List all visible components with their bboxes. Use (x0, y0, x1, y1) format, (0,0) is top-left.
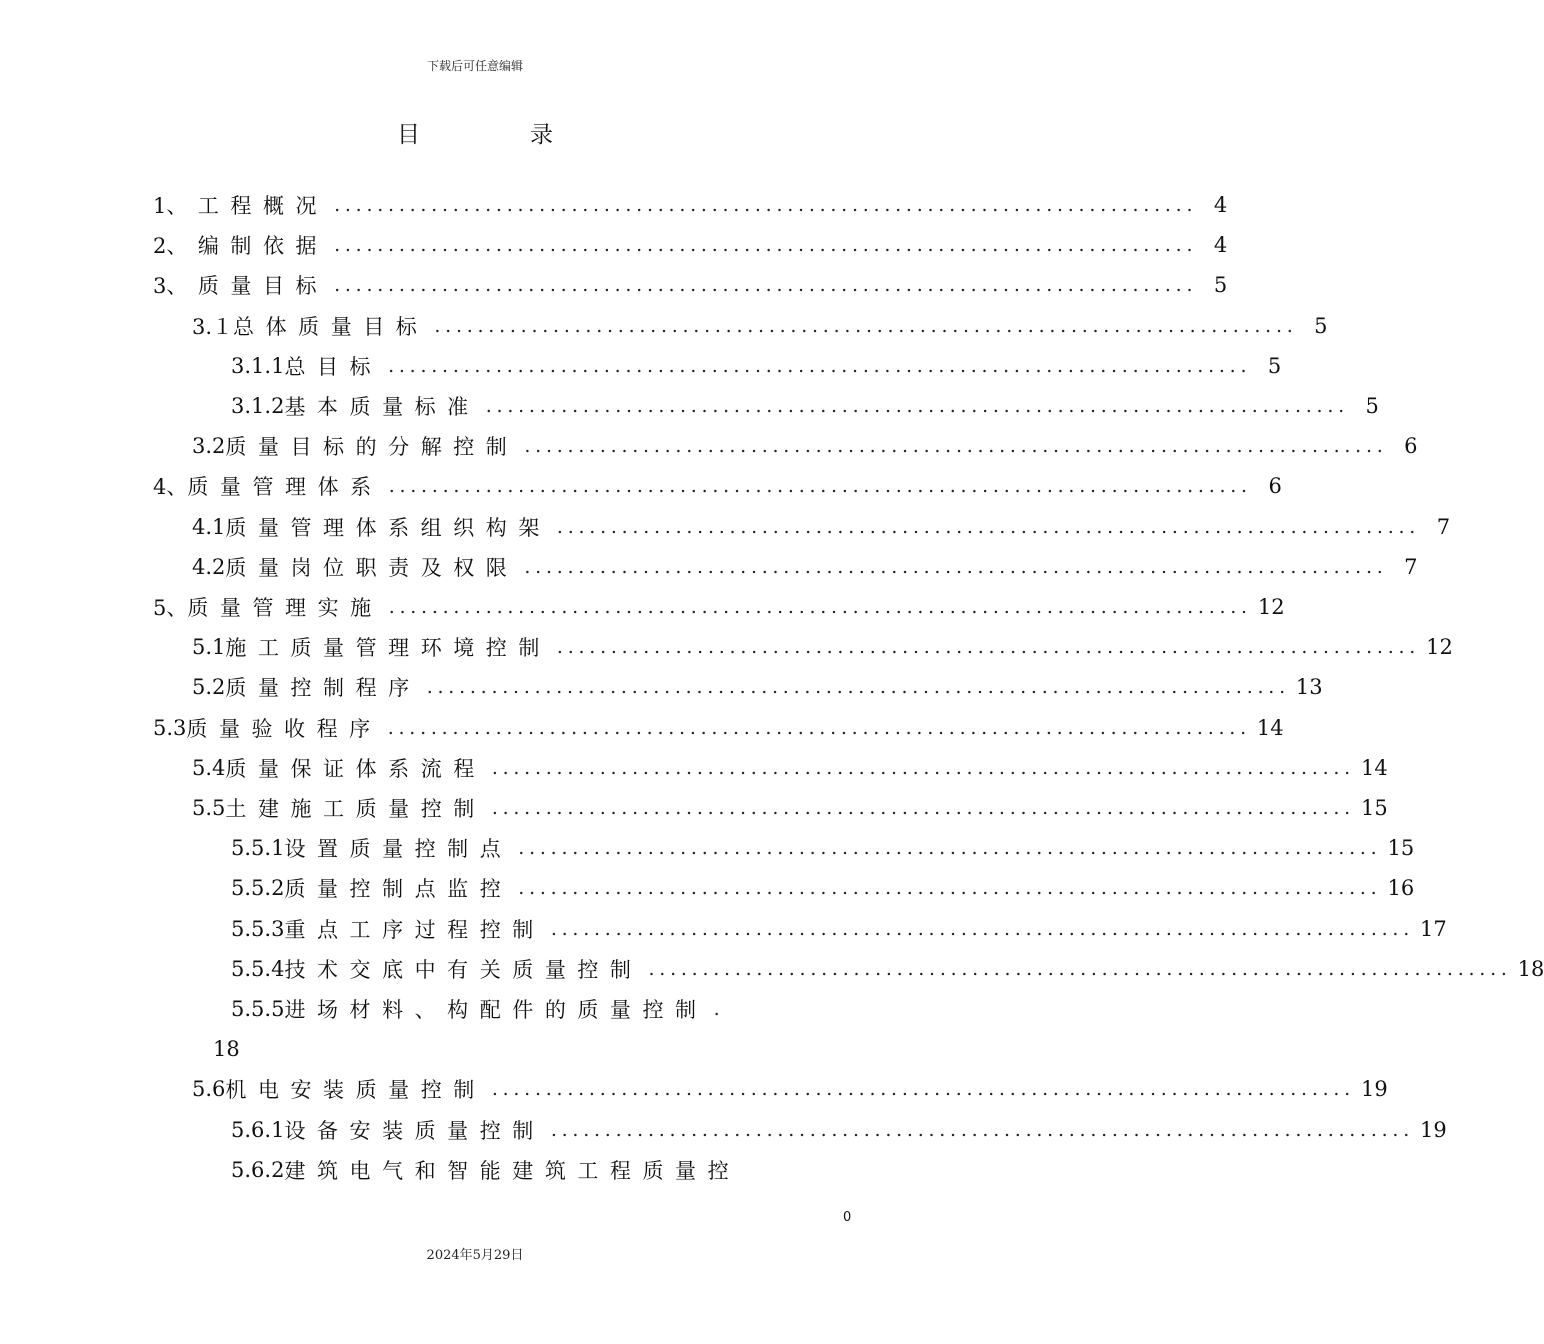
toc-entry[interactable] (153, 185, 1228, 225)
toc-entry-page: 6 (1404, 434, 1418, 458)
toc-entry[interactable] (231, 868, 1415, 908)
toc-entry-number: 3.1.1 (231, 354, 285, 378)
page-number: 0 (843, 1210, 852, 1225)
toc-entry-title: 质量目标的分解控制 (225, 435, 519, 459)
toc-entry[interactable] (192, 547, 1418, 587)
toc-entry-leader: ................................................................................ (556, 516, 1421, 538)
toc-entry-leader: ................................................................................ (518, 877, 1382, 899)
toc-entry[interactable] (231, 386, 1379, 426)
toc-entry-leader: ................................................................................ (524, 435, 1388, 457)
toc-entry-number: 5.5.2 (231, 876, 285, 900)
toc-entry-leader: ................................................................................ (491, 1078, 1355, 1100)
toc-entry-title: 总体质量目标 (233, 315, 429, 339)
toc-entry-page: 18 (1517, 957, 1544, 981)
toc-entry-page: 14 (1360, 756, 1388, 780)
toc-entry[interactable] (153, 708, 1284, 748)
toc-entry-number: 5.5 (192, 796, 226, 820)
toc-entry[interactable] (231, 949, 1544, 989)
toc-entry-leader: ................................................................................ (491, 757, 1355, 779)
toc-entry[interactable] (153, 225, 1228, 265)
toc-entry[interactable] (192, 1069, 1388, 1109)
toc-entry-number: 5.3 (153, 716, 187, 740)
toc-entry-number: 3、 (153, 274, 198, 298)
toc-entry-number: 2、 (153, 234, 198, 258)
toc-entry-leader: ................................................................................ (491, 797, 1355, 819)
toc-entry-page: 17 (1420, 917, 1447, 941)
toc-entry-number: 5.6.2 (231, 1158, 285, 1182)
toc-entry-title: 施工质量管理环境控制 (225, 636, 551, 660)
toc-entry-leader: ................................................................................ (648, 958, 1512, 980)
toc-entry-title: 工程概况 (197, 194, 329, 218)
toc-entry[interactable] (231, 909, 1447, 949)
toc-entry-page: 7 (1404, 555, 1418, 579)
toc-entry-page: 19 (1420, 1118, 1447, 1142)
toc-entry[interactable] (192, 507, 1451, 547)
toc-entry-number: 4.2 (192, 555, 226, 579)
toc-entry-leader: . (713, 998, 725, 1020)
toc-entry[interactable] (231, 1110, 1447, 1150)
toc-entry-page: 13 (1295, 675, 1323, 699)
toc-entry-leader: ................................................................................ (334, 274, 1198, 296)
toc-entry-leader: ................................................................................ (434, 315, 1298, 337)
toc-entry-title: 质量控制程序 (225, 676, 421, 700)
toc-entry-title: 质量管理实施 (187, 596, 383, 620)
toc-entry[interactable] (192, 627, 1453, 667)
toc-entry-page: 18 (213, 1037, 240, 1061)
toc-entry-continuation[interactable] (213, 1029, 240, 1069)
toc-entry-number: 3.2 (192, 434, 226, 458)
toc-entry[interactable] (192, 788, 1388, 828)
toc-entry-leader: ................................................................................ (388, 596, 1252, 618)
toc-entry-number: 1、 (153, 194, 198, 218)
toc-title-left: 目 (397, 122, 420, 148)
toc-entry-title: 总目标 (284, 355, 383, 379)
toc-entry-page: 14 (1256, 716, 1284, 740)
toc-entry-page: 12 (1426, 635, 1453, 659)
toc-entry-number: 5.2 (192, 675, 226, 699)
toc-entry-number: 4、 (153, 475, 188, 499)
toc-entry-number: 5.6 (192, 1077, 226, 1101)
toc-entry-leader: ................................................................................ (524, 556, 1388, 578)
toc-entry[interactable] (231, 346, 1282, 386)
toc-entry-leader: ................................................................................ (550, 918, 1415, 940)
toc-entry-title: 重点工序过程控制 (284, 918, 545, 942)
toc-entry-number: 5.4 (192, 756, 226, 780)
toc-entry-title: 质量控制点监控 (284, 877, 513, 901)
toc-entry-title: 质量管理体系 (187, 475, 383, 499)
toc-entry-leader: ................................................................................ (550, 1119, 1415, 1141)
toc-entry-title: 建筑电气和智能建筑工程质量控 (284, 1159, 741, 1183)
toc-entry-number: 5.5.3 (231, 917, 285, 941)
toc-entry-number: 3.１ (192, 315, 234, 339)
toc-entry-page: 4 (1213, 193, 1228, 217)
toc-entry-title: 机电安装质量控制 (225, 1078, 486, 1102)
toc-entry-title: 设置质量控制点 (284, 837, 513, 861)
toc-entry-page: 7 (1436, 515, 1451, 539)
toc-entry-title: 质量目标 (197, 274, 329, 298)
toc-entry[interactable] (192, 426, 1418, 466)
toc-entry-number: 5.5.5 (231, 997, 285, 1021)
toc-entry-title: 编制依据 (197, 234, 329, 258)
toc-entry-number: 5.5.4 (231, 957, 285, 981)
footer-date: 2024年5月29日 (426, 1248, 524, 1263)
toc-entry-page: 12 (1257, 595, 1285, 619)
toc-entry[interactable] (231, 989, 835, 1029)
toc-entry-number: 3.1.2 (231, 394, 285, 418)
toc-entry-page: 5 (1213, 273, 1228, 297)
toc-entry-page: 5 (1365, 394, 1379, 418)
toc-entry-title: 质量岗位职责及权限 (225, 556, 519, 580)
toc-entry[interactable] (192, 306, 1328, 346)
toc-entry-page: 5 (1314, 314, 1328, 338)
toc-entry-leader: ................................................................................ (334, 194, 1198, 216)
toc-entry[interactable] (153, 466, 1282, 506)
toc-entry[interactable] (153, 265, 1228, 305)
toc-entry-leader: ................................................................................ (485, 395, 1349, 417)
toc-entry-number: 5、 (153, 596, 188, 620)
toc-entry-leader: ................................................................................ (556, 636, 1421, 658)
toc-entry-title: 基本质量标准 (284, 395, 480, 419)
toc-entry[interactable] (192, 748, 1388, 788)
toc-entry-title: 进场材料、构配件的质量控制 (284, 998, 708, 1022)
toc-entry-page: 16 (1387, 876, 1415, 900)
toc-entry-leader: ................................................................................ (387, 717, 1251, 739)
toc-entry-title: 设备安装质量控制 (284, 1119, 545, 1143)
toc-entry[interactable] (192, 667, 1323, 707)
toc-entry-page: 15 (1360, 796, 1388, 820)
toc-entry-number: 4.1 (192, 515, 226, 539)
toc-entry-leader: ................................................................................ (388, 355, 1252, 377)
header-note: 下载后可任意编辑 (426, 59, 523, 73)
toc-entry-leader: ................................................................................ (518, 837, 1382, 859)
toc-title (0, 116, 950, 149)
toc-entry-page: 6 (1268, 474, 1282, 498)
toc-entry-title: 质量验收程序 (186, 717, 382, 741)
toc-entry[interactable] (231, 1150, 835, 1190)
toc-title-right: 录 (530, 122, 553, 148)
toc-entry[interactable] (153, 587, 1285, 627)
toc-entry-leader: ................................................................................ (388, 475, 1252, 497)
toc-entry-page: 19 (1360, 1077, 1388, 1101)
toc-entry-number: 5.6.1 (231, 1118, 285, 1142)
toc-entry-page: 4 (1213, 233, 1228, 257)
toc-entry-title: 土建施工质量控制 (225, 797, 486, 821)
toc-entry-title: 技术交底中有关质量控制 (284, 958, 643, 982)
toc-entry-leader: ................................................................................ (426, 676, 1290, 698)
toc-entry-number: 5.1 (192, 635, 226, 659)
toc-entry-number: 5.5.1 (231, 836, 285, 860)
toc-entry-leader: ................................................................................ (334, 234, 1198, 256)
toc-entry[interactable] (231, 828, 1415, 868)
toc-entry-title: 质量管理体系组织构架 (225, 516, 551, 540)
toc-entry-page: 5 (1267, 354, 1282, 378)
toc-entry-page: 15 (1387, 836, 1415, 860)
toc-entry-title: 质量保证体系流程 (225, 757, 486, 781)
